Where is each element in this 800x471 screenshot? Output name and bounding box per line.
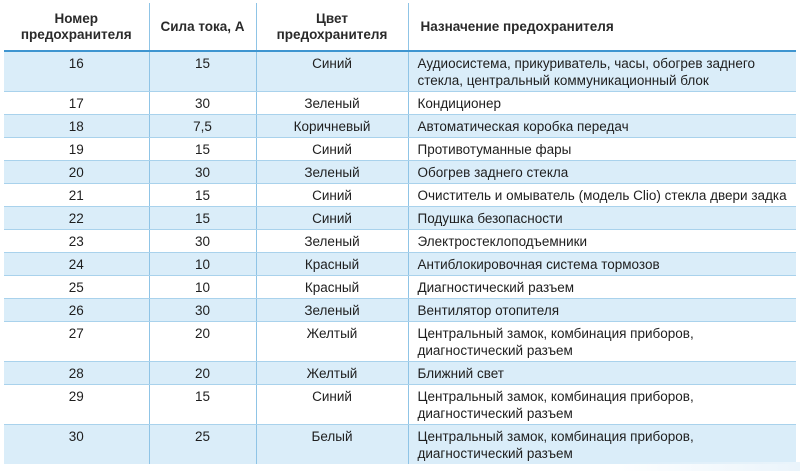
cell-fuse-purpose: Кондиционер bbox=[408, 92, 796, 115]
cell-current: 15 bbox=[149, 385, 256, 425]
header-fuse-purpose: Назначение предохранителя bbox=[408, 3, 796, 51]
cell-fuse-color: Зеленый bbox=[256, 299, 408, 322]
cell-fuse-purpose: Центральный замок, комбинация приборов, диагностический разъем bbox=[408, 425, 796, 465]
cell-fuse-color: Желтый bbox=[256, 322, 408, 362]
cell-current: 15 bbox=[149, 184, 256, 207]
header-fuse-number: Номер предохранителя bbox=[4, 3, 149, 51]
table-row bbox=[4, 362, 796, 385]
cell-current: 20 bbox=[149, 322, 256, 362]
cell-fuse-color: Красный bbox=[256, 253, 408, 276]
table-row bbox=[4, 92, 796, 115]
cell-fuse-number: 30 bbox=[4, 425, 149, 465]
cell-current: 15 bbox=[149, 138, 256, 161]
cell-fuse-number: 21 bbox=[4, 184, 149, 207]
table-row bbox=[4, 51, 796, 92]
cell-fuse-number: 26 bbox=[4, 299, 149, 322]
cell-current: 10 bbox=[149, 253, 256, 276]
cell-current: 30 bbox=[149, 299, 256, 322]
cell-fuse-color: Желтый bbox=[256, 362, 408, 385]
cell-current: 30 bbox=[149, 161, 256, 184]
cell-fuse-number: 23 bbox=[4, 230, 149, 253]
cell-current: 25 bbox=[149, 425, 256, 465]
header-fuse-color: Цвет предохранителя bbox=[256, 3, 408, 51]
cell-current: 15 bbox=[149, 51, 256, 92]
table-row bbox=[4, 138, 796, 161]
cell-fuse-number: 18 bbox=[4, 115, 149, 138]
cell-fuse-color: Коричневый bbox=[256, 115, 408, 138]
cell-fuse-purpose: Автоматическая коробка передач bbox=[408, 115, 796, 138]
table-body bbox=[4, 51, 796, 464]
cell-fuse-color: Зеленый bbox=[256, 92, 408, 115]
table-row bbox=[4, 425, 796, 465]
cell-current: 7,5 bbox=[149, 115, 256, 138]
cell-fuse-purpose: Подушка безопасности bbox=[408, 207, 796, 230]
cell-fuse-purpose: Центральный замок, комбинация приборов, диагностический разъем bbox=[408, 385, 796, 425]
table-row bbox=[4, 276, 796, 299]
corner-fade-decoration bbox=[620, 462, 800, 471]
table-row bbox=[4, 207, 796, 230]
table-row bbox=[4, 322, 796, 362]
cell-current: 15 bbox=[149, 207, 256, 230]
cell-fuse-number: 24 bbox=[4, 253, 149, 276]
header-current: Сила тока, А bbox=[149, 3, 256, 51]
cell-fuse-purpose: Противотуманные фары bbox=[408, 138, 796, 161]
cell-fuse-color: Синий bbox=[256, 385, 408, 425]
cell-fuse-purpose: Обогрев заднего стекла bbox=[408, 161, 796, 184]
cell-fuse-purpose: Диагностический разъем bbox=[408, 276, 796, 299]
cell-fuse-purpose: Центральный замок, комбинация приборов, диагностический разъем bbox=[408, 322, 796, 362]
cell-current: 30 bbox=[149, 92, 256, 115]
cell-fuse-purpose: Электростеклоподъемники bbox=[408, 230, 796, 253]
cell-fuse-purpose: Аудиосистема, прикуриватель, часы, обогрев заднего стекла, центральный коммуникационный блок bbox=[408, 51, 796, 92]
cell-current: 30 bbox=[149, 230, 256, 253]
table-row bbox=[4, 385, 796, 425]
cell-fuse-color: Синий bbox=[256, 207, 408, 230]
cell-fuse-number: 25 bbox=[4, 276, 149, 299]
cell-fuse-number: 16 bbox=[4, 51, 149, 92]
cell-fuse-color: Белый bbox=[256, 425, 408, 465]
table-row bbox=[4, 253, 796, 276]
cell-fuse-purpose: Вентилятор отопителя bbox=[408, 299, 796, 322]
fuse-table bbox=[4, 3, 796, 464]
table-row bbox=[4, 115, 796, 138]
table-row bbox=[4, 299, 796, 322]
cell-fuse-number: 17 bbox=[4, 92, 149, 115]
cell-fuse-number: 20 bbox=[4, 161, 149, 184]
cell-fuse-color: Зеленый bbox=[256, 230, 408, 253]
cell-fuse-number: 28 bbox=[4, 362, 149, 385]
cell-fuse-color: Зеленый bbox=[256, 161, 408, 184]
cell-fuse-purpose: Антиблокировочная система тормозов bbox=[408, 253, 796, 276]
cell-fuse-color: Синий bbox=[256, 51, 408, 92]
table-header bbox=[4, 3, 796, 51]
table-row bbox=[4, 230, 796, 253]
cell-fuse-purpose: Ближний свет bbox=[408, 362, 796, 385]
table-row bbox=[4, 184, 796, 207]
cell-current: 10 bbox=[149, 276, 256, 299]
cell-fuse-color: Синий bbox=[256, 138, 408, 161]
cell-fuse-number: 29 bbox=[4, 385, 149, 425]
cell-fuse-number: 27 bbox=[4, 322, 149, 362]
cell-fuse-number: 22 bbox=[4, 207, 149, 230]
cell-fuse-color: Синий bbox=[256, 184, 408, 207]
cell-fuse-color: Красный bbox=[256, 276, 408, 299]
cell-current: 20 bbox=[149, 362, 256, 385]
header-row bbox=[4, 3, 796, 51]
cell-fuse-number: 19 bbox=[4, 138, 149, 161]
table-row bbox=[4, 161, 796, 184]
cell-fuse-purpose: Очиститель и омыватель (модель Clio) стекла двери задка bbox=[408, 184, 796, 207]
